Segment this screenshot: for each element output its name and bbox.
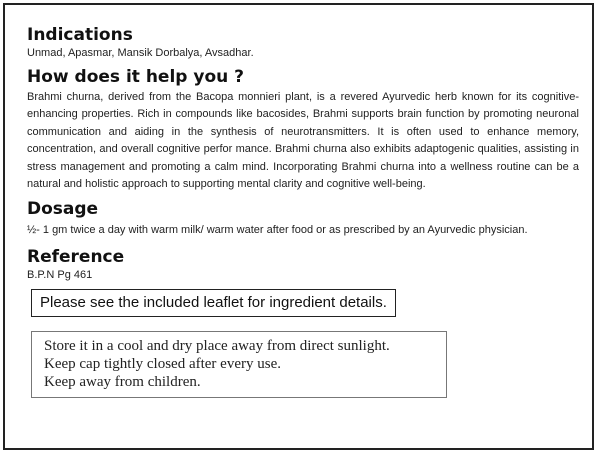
reference-heading: Reference <box>27 247 125 268</box>
storage-line-2: Keep cap tightly closed after every use. <box>44 356 281 373</box>
storage-line-1: Store it in a cool and dry place away from direct sunlight. <box>44 338 390 355</box>
help-heading: How does it help you ? <box>27 67 245 87</box>
label-content <box>27 25 579 398</box>
dosage-text: ½- 1 gm twice a day with warm milk/ warm water after food or as prescribed by an Ayurvedic physician. <box>27 224 528 237</box>
dosage-heading: Dosage <box>27 199 99 220</box>
help-text: Brahmi churna, derived from the Bacopa monnieri plant, is a revered Ayurvedic herb known for its cognitive-enhancing properties. Rich in compounds like bacosides, Brahmi supports brain function by promoting neuronal communication and aiding in the synthesis of neurotransmitters. It is often used to enhance memory, concentration, and overall cognitive perfor mance. Brahmi churna also exhibits adaptogenic qualities, assisting in stress management and promoting a calm mind. Incorporating Brahmi churna into a wellness routine can be a natural and holistic approach to supporting mental clarity and cognitive well-being. <box>27 91 579 191</box>
storage-instructions-box <box>31 331 447 398</box>
indications-text: Unmad, Apasmar, Mansik Dorbalya, Avsadhar. <box>27 47 254 59</box>
indications-heading: Indications <box>27 25 133 45</box>
label-card <box>3 3 594 450</box>
leaflet-note-box: Please see the included leaflet for ingredient details. <box>31 289 396 317</box>
storage-line-3: Keep away from children. <box>44 374 201 391</box>
reference-text: B.P.N Pg 461 <box>27 269 93 282</box>
